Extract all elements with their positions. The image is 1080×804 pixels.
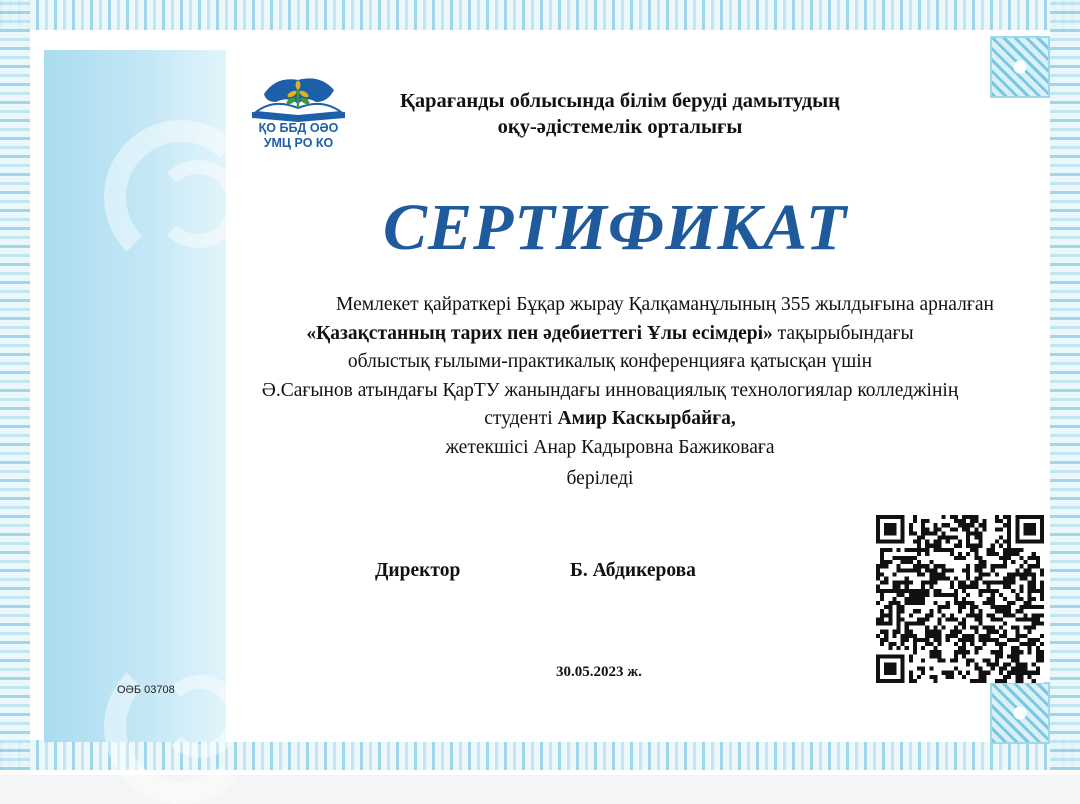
certificate-body [140, 291, 1080, 462]
logo-caption-line: ҚО ББД ОӘО [258, 121, 339, 135]
signature-role: Директор [375, 560, 461, 581]
swirl-ornament [154, 160, 242, 248]
body-line: Ә.Сағынов атындағы ҚарТУ жанындағы инновациялық технологиялар колледжінің [261, 379, 959, 401]
corner-ornament-bottom-right [990, 682, 1050, 744]
ornament-border-top [0, 0, 1080, 30]
ornament-border-left [0, 0, 30, 770]
signature-name: Б. Абдикерова [570, 560, 696, 581]
body-line: Мемлекет қайраткері Бұқар жырау Қалқаманұлының 355 жылдығына арналған [336, 294, 994, 315]
qr-code-modules [876, 515, 1044, 683]
registration-number: ОӘБ 03708 [117, 684, 175, 696]
recipient-prefix: студенті [484, 408, 558, 429]
supervisor-line: жетекшісі Анар Кадыровна Бажиковаға [445, 436, 775, 458]
body-line-rest: тақырыбындағы [772, 322, 914, 344]
logo-caption-line: УМЦ РО КО [263, 136, 334, 150]
body-line [140, 320, 1080, 349]
issue-date: 30.05.2023 ж. [556, 664, 642, 680]
organization-name-line: оқу-әдістемелік орталығы [497, 116, 743, 138]
recipient-name: Амир Каскырбайға, [557, 408, 736, 429]
event-title: «Қазақстанның тарих пен әдебиеттегі Ұлы есімдері» [306, 322, 773, 344]
awarded-text: беріледі [566, 468, 634, 489]
corner-ornament-top-right [990, 36, 1050, 98]
qr-code-icon [876, 515, 1044, 683]
organization-name [340, 88, 900, 140]
organization-name-line: Қарағанды облысында білім беруді дамытудың [400, 90, 840, 112]
certificate-title: СЕРТИФИКАТ [382, 191, 848, 264]
body-line: облыстық ғылыми-практикалық конференцияға қатысқан үшін [347, 351, 873, 372]
logo-caption [246, 121, 351, 151]
body-line [140, 405, 1080, 434]
